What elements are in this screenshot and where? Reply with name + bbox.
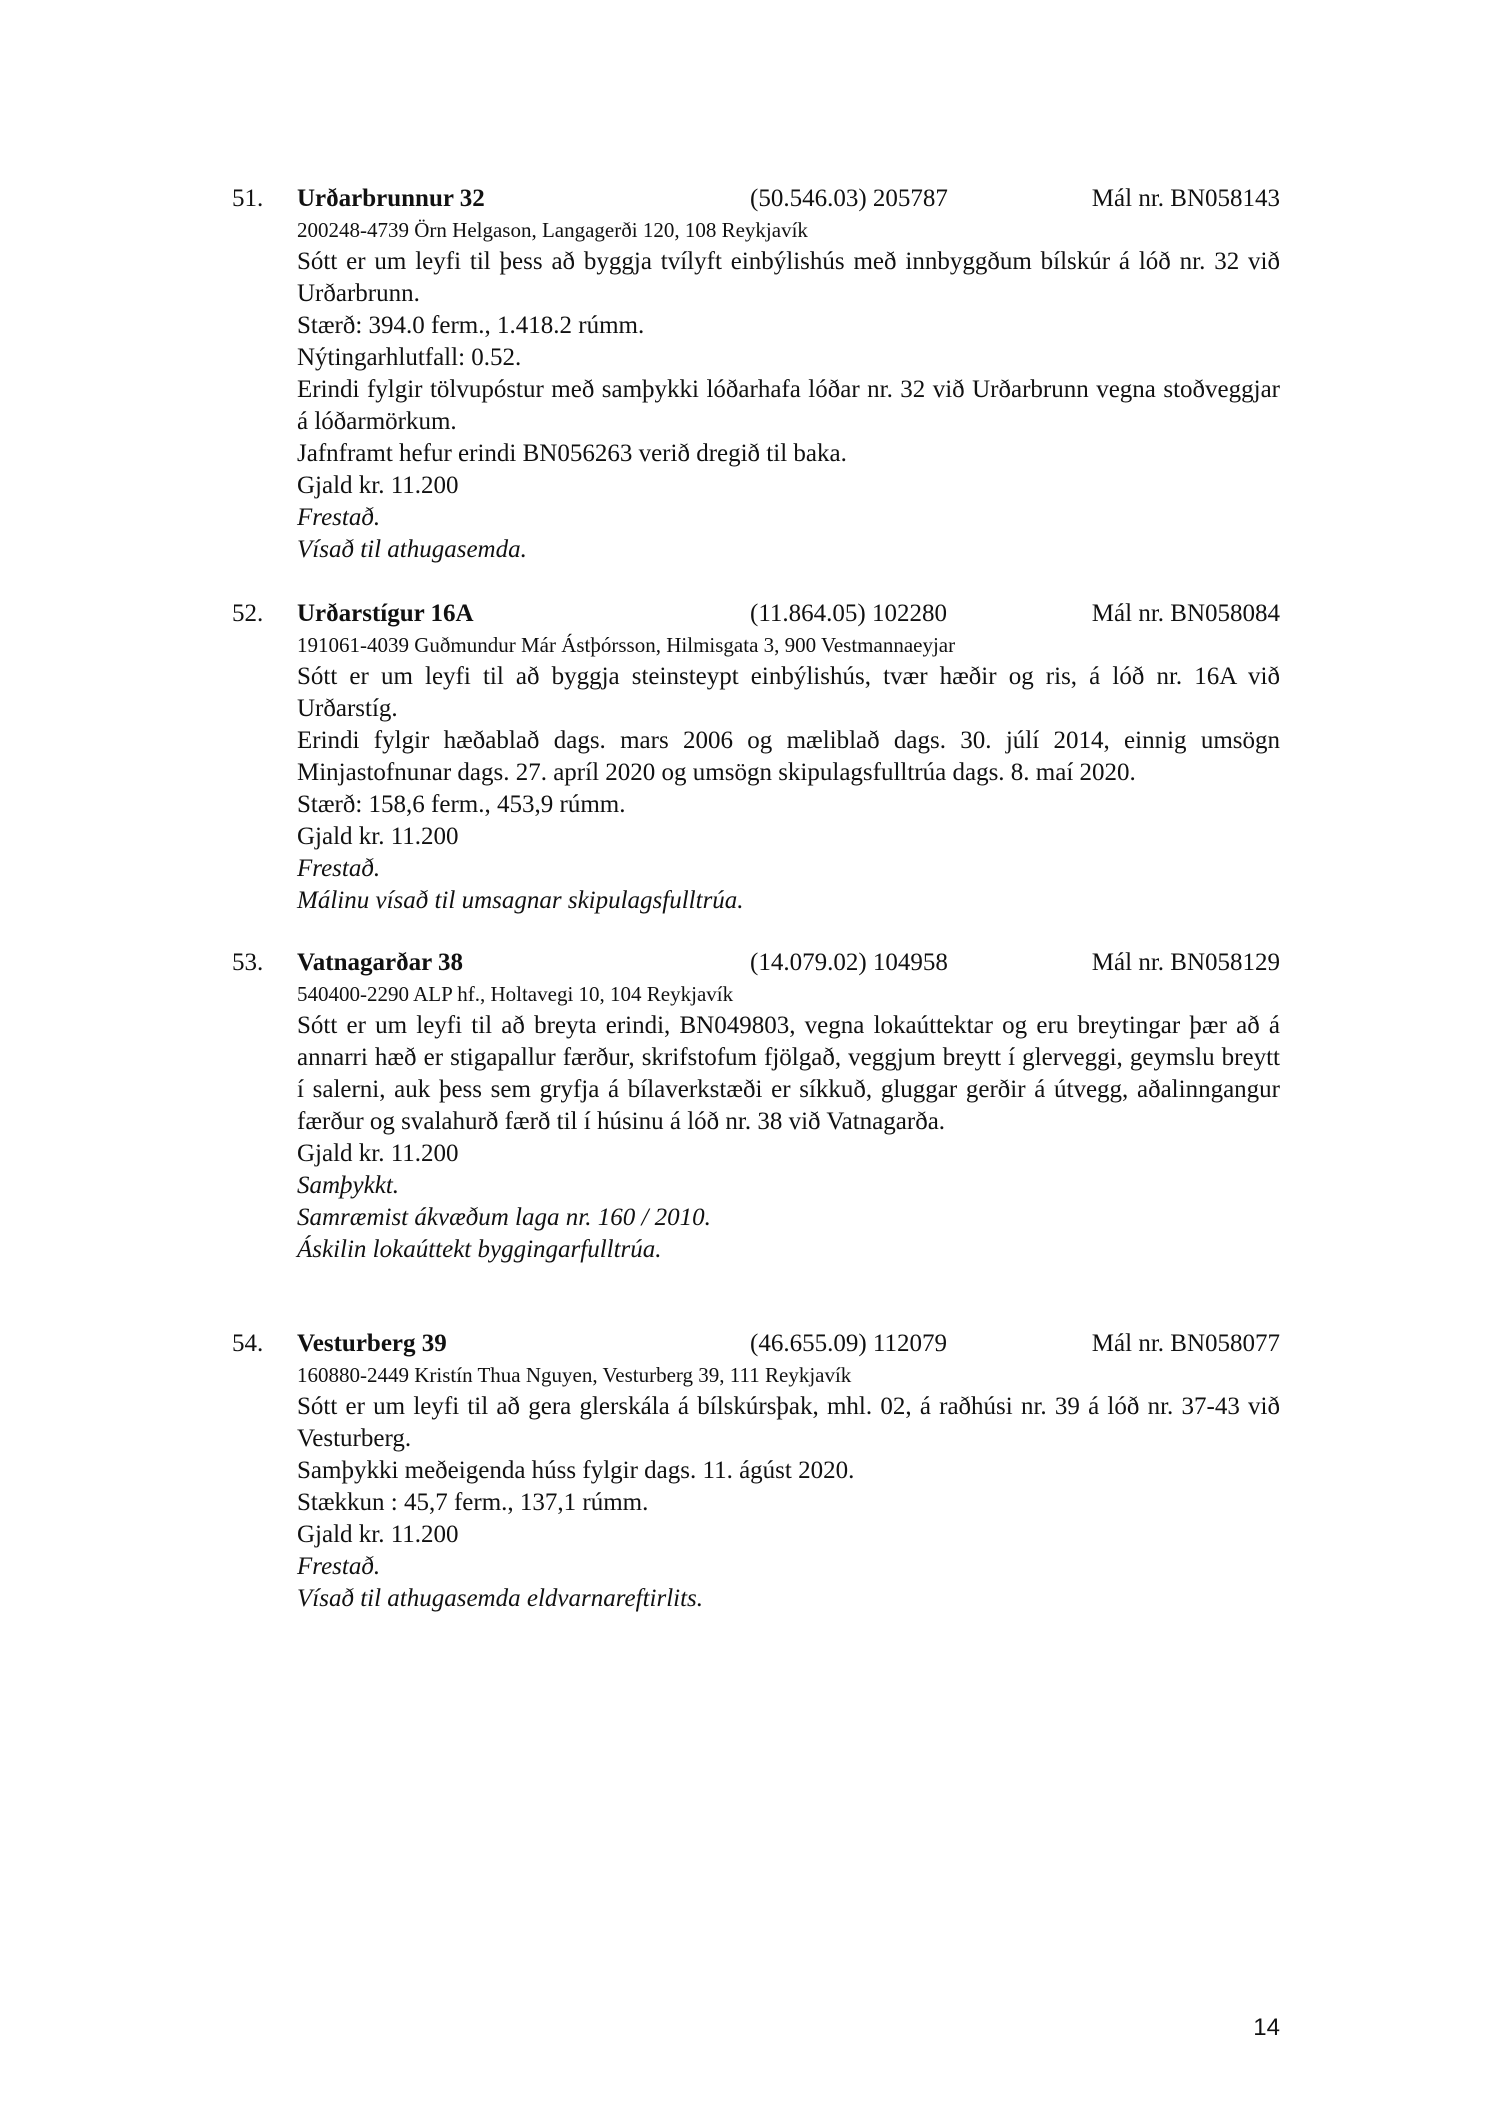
case-fee: Gjald kr. 11.200	[297, 823, 459, 850]
case-ratio: Nýtingarhlutfall: 0.52.	[297, 344, 522, 371]
case-number: 52.	[232, 600, 264, 627]
case-decision: Frestað.	[297, 1553, 381, 1580]
case-size: Stækkun : 45,7 ferm., 137,1 rúmm.	[297, 1489, 649, 1516]
property-reference: (50.546.03) 205787	[750, 185, 948, 212]
case-number: 54.	[232, 1330, 264, 1357]
case-remark: Áskilin lokaúttekt byggingarfulltrúa.	[297, 1236, 662, 1263]
case-address: Vatnagarðar 38	[297, 949, 463, 976]
case-description: Sótt er um leyfi til að byggja steinsteypt einbýlishús, tvær hæðir og ris, á lóð nr. 16A við Urðarstíg.	[297, 663, 1280, 722]
applicant-line: 540400-2290 ALP hf., Holtavegi 10, 104 Reykjavík	[297, 982, 734, 1006]
case-body	[297, 1391, 1280, 1615]
applicant-line: 160880-2449 Kristín Thua Nguyen, Vesturberg 39, 111 Reykjavík	[297, 1363, 852, 1387]
property-reference: (14.079.02) 104958	[750, 949, 948, 976]
case-address: Vesturberg 39	[297, 1330, 447, 1357]
case-header	[0, 182, 1500, 216]
page-number: 14	[1253, 2014, 1280, 2041]
case-decision: Frestað.	[297, 504, 381, 531]
case-size: Stærð: 394.0 ferm., 1.418.2 rúmm.	[297, 312, 645, 339]
property-reference: (11.864.05) 102280	[750, 600, 947, 627]
case-description: Sótt er um leyfi til þess að byggja tvílyft einbýlishús með innbyggðum bílskúr á lóð nr. 32 við Urðarbrunn.	[297, 248, 1280, 307]
case-description: Sótt er um leyfi til að gera glerskála á bílskúrsþak, mhl. 02, á raðhúsi nr. 39 á lóð nr. 37-43 við Vesturberg.	[297, 1393, 1280, 1452]
case-decision: Frestað.	[297, 855, 381, 882]
case-decision: Samþykkt.	[297, 1172, 400, 1199]
case-id: Mál nr. BN058143	[1091, 185, 1280, 212]
case-entry	[0, 597, 1500, 914]
applicant-line: 200248-4739 Örn Helgason, Langagerði 120, 108 Reykjavík	[297, 218, 808, 242]
case-entry	[0, 946, 1500, 1263]
case-remark: Málinu vísað til umsagnar skipulagsfulltrúa.	[297, 887, 744, 914]
case-body	[297, 1010, 1280, 1266]
applicant-line: 191061-4039 Guðmundur Már Ástþórsson, Hilmisgata 3, 900 Vestmannaeyjar	[297, 633, 956, 657]
case-fee: Gjald kr. 11.200	[297, 1521, 459, 1548]
case-header	[0, 597, 1500, 631]
case-body	[297, 661, 1280, 917]
case-fee: Gjald kr. 11.200	[297, 1140, 459, 1167]
case-address: Urðarbrunnur 32	[297, 185, 485, 212]
property-reference: (46.655.09) 112079	[750, 1330, 947, 1357]
case-body	[297, 246, 1280, 566]
case-id: Mál nr. BN058077	[1091, 1330, 1280, 1357]
case-entry	[0, 182, 1500, 563]
case-description: Sótt er um leyfi til að breyta erindi, BN049803, vegna lokaúttektar og eru breytingar þær að á annarri hæð er stigapallur færður, skrifstofum fjölgað, veggjum breytt í glerveggi, geymslu breytt í salerni, auk þess sem gryfja á bílaverkstæði er síkkuð, gluggar gerðir á útvegg, aðalinngangur færður og svalahurð færð til í húsinu á lóð nr. 38 við Vatnagarða.	[297, 1012, 1280, 1135]
case-note: Erindi fylgir hæðablað dags. mars 2006 og mæliblað dags. 30. júlí 2014, einnig umsögn Minjastofnunar dags. 27. apríl 2020 og umsögn skipulagsfulltrúa dags. 8. maí 2020.	[297, 727, 1280, 786]
case-fee: Gjald kr. 11.200	[297, 472, 459, 499]
case-number: 51.	[232, 185, 264, 212]
case-id: Mál nr. BN058129	[1091, 949, 1280, 976]
case-address: Urðarstígur 16A	[297, 600, 474, 627]
case-note: Jafnframt hefur erindi BN056263 verið dregið til baka.	[297, 440, 847, 467]
case-header	[0, 946, 1500, 980]
case-id: Mál nr. BN058084	[1091, 600, 1280, 627]
case-remark: Vísað til athugasemda eldvarnareftirlits.	[297, 1585, 704, 1612]
case-note: Erindi fylgir tölvupóstur með samþykki lóðarhafa lóðar nr. 32 við Urðarbrunn vegna stoðveggjar á lóðarmörkum.	[297, 376, 1280, 435]
case-number: 53.	[232, 949, 264, 976]
case-remark: Samræmist ákvæðum laga nr. 160 / 2010.	[297, 1204, 711, 1231]
case-size: Stærð: 158,6 ferm., 453,9 rúmm.	[297, 791, 626, 818]
case-note: Samþykki meðeigenda húss fylgir dags. 11. ágúst 2020.	[297, 1457, 855, 1484]
case-remark: Vísað til athugasemda.	[297, 536, 527, 563]
case-entry	[0, 1327, 1500, 1612]
case-header	[0, 1327, 1500, 1361]
